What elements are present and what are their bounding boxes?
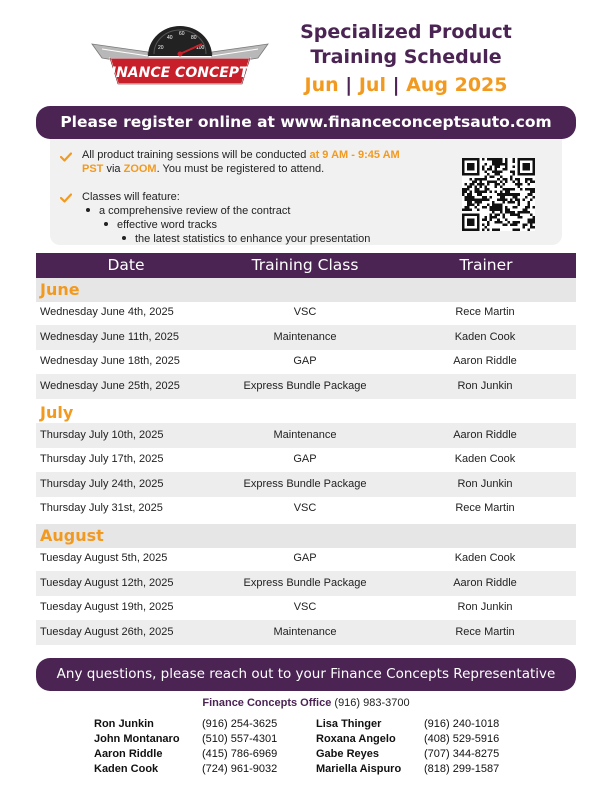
session-class: Express Bundle Package <box>243 380 367 392</box>
session-date: Wednesday June 25th, 2025 <box>40 380 180 392</box>
table-row <box>36 496 576 521</box>
session-date: Wednesday June 18th, 2025 <box>40 355 180 367</box>
session-class: Maintenance <box>273 331 337 343</box>
column-header-date: Date <box>107 256 145 274</box>
feature-text: the latest statistics to enhance your presentation <box>135 233 371 245</box>
session-date: Thursday July 24th, 2025 <box>40 478 164 490</box>
month-aug: Aug 2025 <box>406 74 508 96</box>
zoom-label: ZOOM <box>123 163 157 175</box>
gauge-tick-label: 20 <box>158 45 164 51</box>
contact-phone[interactable]: (724) 961-9032 <box>202 763 278 775</box>
session-time: at 9 AM - 9:45 AM <box>309 149 400 161</box>
session-trainer: Kaden Cook <box>454 453 516 465</box>
contact-list-right <box>316 717 516 779</box>
session-class: VSC <box>293 502 317 514</box>
contact-name: John Montanaro <box>94 733 180 745</box>
bullet-icon <box>86 208 90 212</box>
session-trainer: Aaron Riddle <box>453 429 517 441</box>
contact-phone[interactable]: (916) 240-1018 <box>424 718 500 730</box>
schedule-months <box>290 72 522 98</box>
table-row <box>36 423 576 448</box>
contact-phone[interactable]: (415) 786-6969 <box>202 748 278 760</box>
session-trainer: Ron Junkin <box>457 380 513 392</box>
session-note-text: All product training sessions will be conducted <box>82 149 310 161</box>
bullet-icon <box>104 222 108 226</box>
session-timezone: PST <box>82 163 104 175</box>
session-trainer: Rece Martin <box>455 502 515 514</box>
session-trainer: Kaden Cook <box>454 331 516 343</box>
session-class: VSC <box>293 601 317 613</box>
gauge-tick-label: 100 <box>196 45 205 51</box>
contact-phone[interactable]: (818) 299-1587 <box>424 763 500 775</box>
session-trainer: Ron Junkin <box>457 478 513 490</box>
session-class: GAP <box>293 453 317 465</box>
session-time-note <box>82 148 452 176</box>
session-date: Thursday July 10th, 2025 <box>40 429 164 441</box>
session-trainer: Kaden Cook <box>454 552 516 564</box>
table-row <box>36 595 576 620</box>
contact-name: Roxana Angelo <box>316 733 396 745</box>
column-header-trainer: Trainer <box>459 256 513 274</box>
session-date: Wednesday June 4th, 2025 <box>40 306 174 318</box>
table-row <box>36 571 576 596</box>
session-trainer: Aaron Riddle <box>453 355 517 367</box>
month-heading-august: August <box>36 524 576 548</box>
session-class: Maintenance <box>273 626 337 638</box>
table-row <box>36 349 576 374</box>
table-row <box>36 300 576 325</box>
month-separator: | <box>345 74 353 96</box>
session-date: Thursday July 17th, 2025 <box>40 453 164 465</box>
month-heading-june: June <box>36 278 576 302</box>
table-row <box>36 472 576 497</box>
gauge-tick-label: 60 <box>179 31 185 37</box>
logo-brand-text: FINANCE CONCEPTS <box>101 65 259 81</box>
checkmark-icon <box>60 193 72 203</box>
title-line-1: Specialized Product <box>300 21 512 43</box>
session-trainer: Aaron Riddle <box>453 577 517 589</box>
session-date: Wednesday June 11th, 2025 <box>40 331 180 343</box>
table-row <box>36 620 576 645</box>
feature-item <box>122 232 370 246</box>
contact-phone[interactable]: (916) 254-3625 <box>202 718 278 730</box>
schedule-table-header <box>36 253 576 278</box>
checkmark-icon <box>60 152 72 162</box>
session-date: Tuesday August 5th, 2025 <box>40 552 168 564</box>
table-row <box>36 325 576 350</box>
feature-text: a comprehensive review of the contract <box>99 205 291 217</box>
gauge-tick-label: 40 <box>167 35 173 41</box>
feature-item <box>104 218 217 232</box>
office-phone[interactable]: (916) 983-3700 <box>334 697 410 709</box>
session-note-text: via <box>103 163 124 175</box>
gauge-tick-label: 80 <box>191 35 197 41</box>
column-header-class: Training Class <box>251 256 359 274</box>
contact-phone[interactable]: (707) 344-8275 <box>424 748 500 760</box>
registration-qr-code[interactable] <box>462 158 535 231</box>
contact-phone[interactable]: (510) 557-4301 <box>202 733 278 745</box>
office-label: Finance Concepts Office <box>202 697 332 709</box>
contact-name: Gabe Reyes <box>316 748 379 760</box>
session-class: Express Bundle Package <box>243 577 367 589</box>
session-class: GAP <box>293 355 317 367</box>
contact-name: Aaron Riddle <box>94 748 163 760</box>
session-trainer: Rece Martin <box>455 306 515 318</box>
questions-banner: Any questions, please reach out to your Finance Concepts Representative <box>36 658 576 691</box>
table-row <box>36 447 576 472</box>
schedule-title-block <box>290 20 522 98</box>
office-contact-line <box>0 696 612 710</box>
session-date: Tuesday August 12th, 2025 <box>40 577 174 589</box>
feature-item <box>86 204 290 218</box>
table-row <box>36 546 576 571</box>
contact-phone[interactable]: (408) 529-5916 <box>424 733 500 745</box>
table-row <box>36 374 576 399</box>
month-separator: | <box>392 74 400 96</box>
session-date: Tuesday August 19th, 2025 <box>40 601 174 613</box>
month-jul: Jul <box>358 74 386 96</box>
register-banner[interactable]: Please register online at www.financeconceptsauto.com <box>36 106 576 139</box>
contact-name: Ron Junkin <box>94 718 154 730</box>
session-class: Express Bundle Package <box>243 478 367 490</box>
month-heading-july: July <box>36 401 576 425</box>
features-heading: Classes will feature: <box>82 191 180 203</box>
contact-name: Lisa Thinger <box>316 718 382 730</box>
session-trainer: Rece Martin <box>455 626 515 638</box>
session-date: Thursday July 31st, 2025 <box>40 502 163 514</box>
session-class: GAP <box>293 552 317 564</box>
contact-name: Mariella Aispuro <box>316 763 402 775</box>
feature-text: effective word tracks <box>117 219 218 231</box>
session-note-text: . You must be registered to attend. <box>156 163 325 175</box>
session-class: Maintenance <box>273 429 337 441</box>
contact-list-left <box>94 717 294 779</box>
bullet-icon <box>122 236 126 240</box>
session-class: VSC <box>293 306 317 318</box>
finance-concepts-logo <box>88 22 272 92</box>
session-trainer: Ron Junkin <box>457 601 513 613</box>
title-line-2: Training Schedule <box>310 46 502 68</box>
month-jun: Jun <box>304 74 339 96</box>
contact-name: Kaden Cook <box>94 763 159 775</box>
session-date: Tuesday August 26th, 2025 <box>40 626 174 638</box>
